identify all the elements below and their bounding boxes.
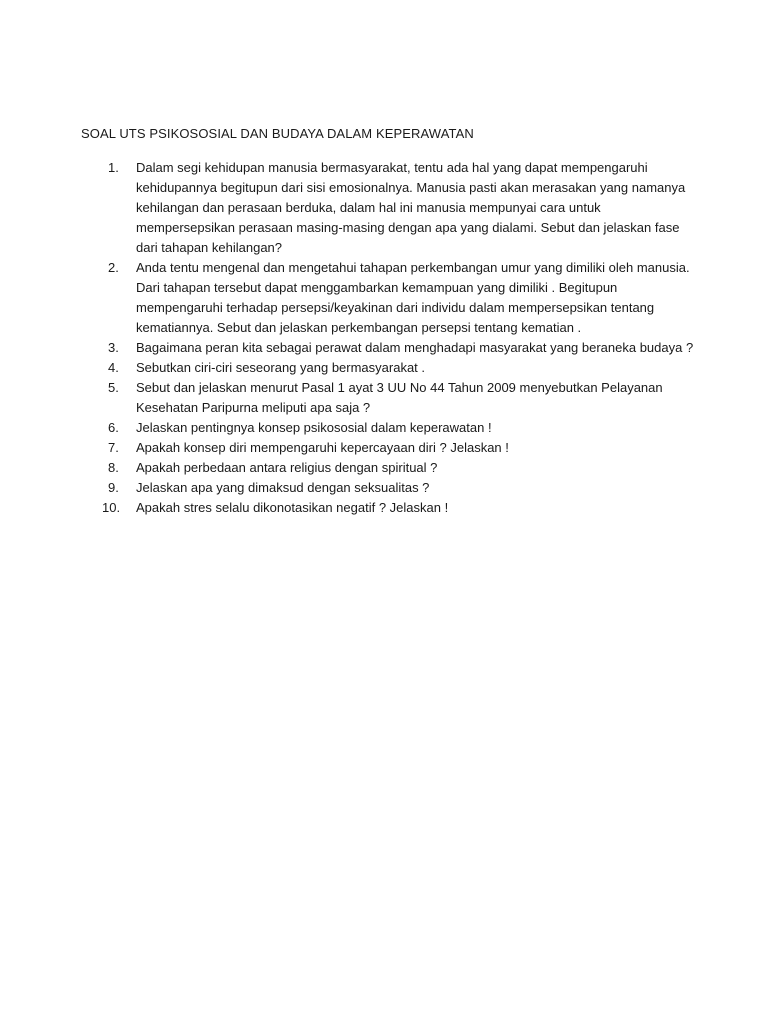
question-text: Dalam segi kehidupan manusia bermasyarakat, tentu ada hal yang dapat mempengaruhi kehidupannya begitupun dari sisi emosionalnya. Manusia pasti akan merasakan yang namanya kehilangan dan perasaan berduka, dalam hal ini manusia mempunyai cara untuk mempersepsikan perasaan masing-masing dengan apa yang dialami. Sebut dan jelaskan fase dari tahapan kehilangan? (136, 160, 686, 255)
document-title: SOAL UTS PSIKOSOSIAL DAN BUDAYA DALAM KEPERAWATAN (81, 126, 474, 141)
question-text: Jelaskan pentingnya konsep psikososial dalam keperawatan ! (136, 420, 492, 435)
question-item (108, 258, 698, 338)
question-number: 9. (108, 480, 119, 495)
question-item (108, 438, 698, 458)
question-number: 4. (108, 360, 119, 375)
question-item (108, 418, 698, 438)
question-text: Sebutkan ciri-ciri seseorang yang bermasyarakat . (136, 360, 426, 375)
question-item (108, 338, 698, 358)
question-text: Apakah stres selalu dikonotasikan negatif ? Jelaskan ! (136, 500, 449, 515)
question-item (108, 478, 698, 498)
question-text: Apakah konsep diri mempengaruhi kepercayaan diri ? Jelaskan ! (136, 440, 509, 455)
question-number: 8. (108, 460, 119, 475)
question-text: Anda tentu mengenal dan mengetahui tahapan perkembangan umur yang dimiliki oleh manusia. Dari tahapan tersebut dapat menggambarkan kemampuan yang dimiliki . Begitupun mempengaruhi terhadap persepsi/keyakinan dari individu dalam mempersepsikan tentang kematiannya. Sebut dan jelaskan perkembangan persepsi tentang kematian . (136, 260, 690, 335)
question-number: 2. (108, 260, 119, 275)
question-list (102, 158, 698, 518)
question-item (108, 458, 698, 478)
question-number: 3. (108, 340, 119, 355)
question-text: Jelaskan apa yang dimaksud dengan seksualitas ? (136, 480, 430, 495)
question-text: Sebut dan jelaskan menurut Pasal 1 ayat 3 UU No 44 Tahun 2009 menyebutkan Pelayanan Kesehatan Paripurna meliputi apa saja ? (136, 380, 663, 415)
question-text: Bagaimana peran kita sebagai perawat dalam menghadapi masyarakat yang beraneka budaya ? (136, 340, 694, 355)
question-number: 5. (108, 380, 119, 395)
question-number: 1. (108, 160, 119, 175)
question-item (108, 378, 698, 418)
question-text: Apakah perbedaan antara religius dengan spiritual ? (136, 460, 438, 475)
question-number: 6. (108, 420, 119, 435)
question-item (102, 498, 698, 518)
question-number: 7. (108, 440, 119, 455)
question-item (108, 158, 698, 258)
question-item (108, 358, 698, 378)
question-number: 10. (102, 500, 121, 515)
